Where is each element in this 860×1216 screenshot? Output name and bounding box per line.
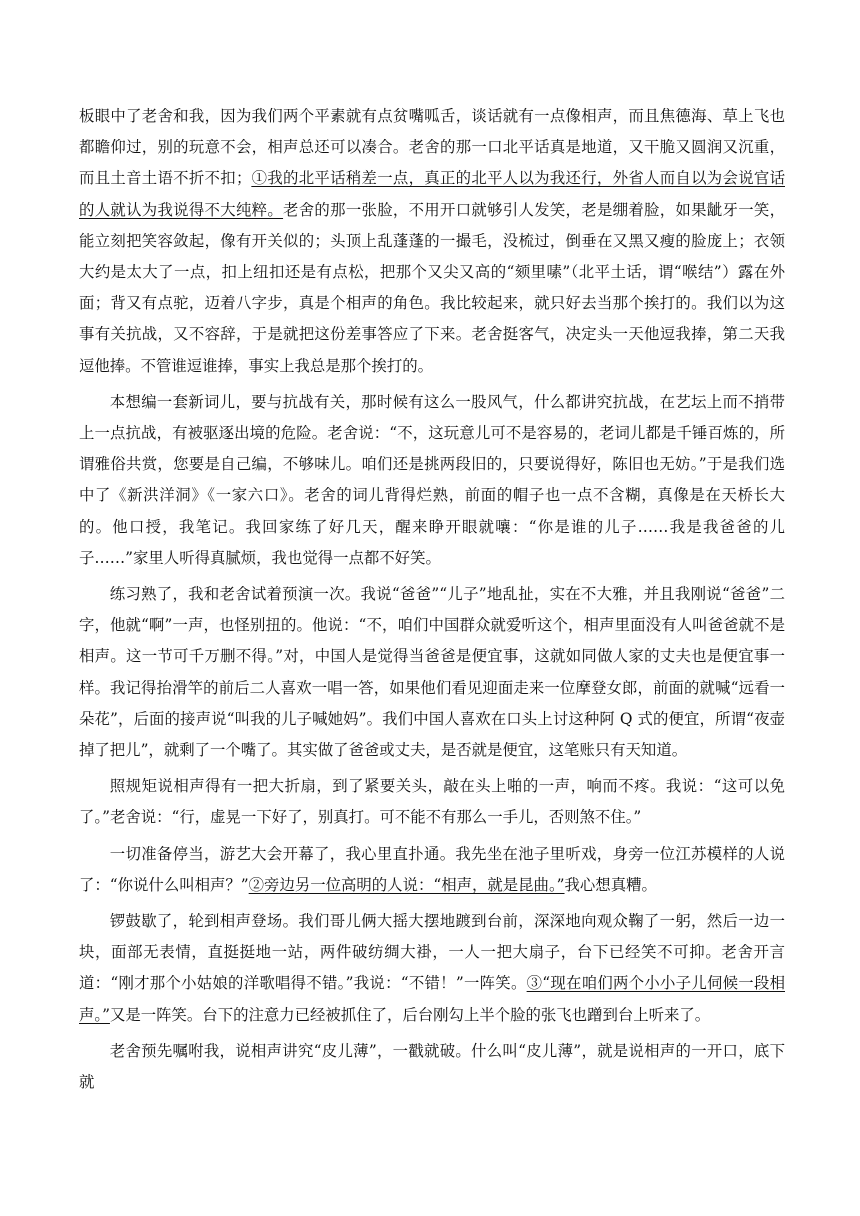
text-run: 老舍预先嘱咐我，说相声讲究“皮儿薄”，一戳就破。什么叫“皮儿薄”，就是说相声的一开口，底下就 [79,1041,785,1092]
underlined-sentence: ②旁边另一位高明的人说：“相声，就是昆曲。” [248,875,565,894]
text-run: 练习熟了，我和老舍试着预演一次。我说“爸爸”“儿子”地乱扯，实在不大雅，并且我刚说“爸爸”二字，他就“啊”一声，也怪别扭的。他说：“不，咱们中国群众就爱听这个，相声里面没有人叫爸爸就不是相声。这一节可千万删不得。”对，中国人是觉得当爸爸是便宜事，这就如同做人家的丈夫也是便宜事一样。我记得抬滑竿的前后二人喜欢一唱一答，如果他们看见迎面走来一位摩登女郎，前面的就喊“远看一朵花”，后面的接声说“叫我的儿子喊她妈”。我们中国人喜欢在口头上讨这种阿 Q 式的便宜，所谓“夜壶掉了把儿”，就剩了一个嘴了。其实做了爸爸或丈夫，是否就是便宜，这笔账只有天知道。 [79,585,785,760]
text-run: 本想编一套新词儿，要与抗战有关，那时候有这么一股风气，什么都讲究抗战，在艺坛上而不捎带上一点抗战，有被驱逐出境的危险。老舍说：“不，这玩意儿可不是容易的，老词儿都是千锤百炼的，所谓雅俗共赏，您要是自己编，不够味儿。咱们还是挑两段旧的，只要说得好，陈旧也无妨。”于是我们选中了《新洪洋洞》《一家六口》。老舍的词儿背得烂熟，前面的帽子也一点不含糊，真像是在天桥长大的。他口授，我笔记。我回家练了好几天，醒来睁开眼就嚷：“你是谁的儿子……我是我爸爸的儿子……”家里人听得真腻烦，我也觉得一点都不好笑。 [79,392,785,567]
paragraph [79,839,785,901]
paragraph [79,387,785,574]
text-run: 又是一阵笑。台下的注意力已经被抓住了，后台刚勾上半个脸的张飞也蹭到台上听来了。 [109,1005,711,1024]
paragraph [79,906,785,1031]
article-body [79,101,785,1098]
paragraph [79,771,785,833]
paragraph [79,579,785,766]
underlined-sentence: ③“现在咱们两个小小子儿伺候一段相声。” [79,974,785,1024]
text-run: 照规矩说相声得有一把大折扇，到了紧要关头，敲在头上啪的一声，响而不疼。我说：“这可以免了。”老舍说：“行，虚晃一下好了，别真打。可不能不有那么一手儿，否则煞不住。” [79,777,785,827]
paragraph [79,1036,785,1098]
text-run: 锣鼓歇了，轮到相声登场。我们哥儿俩大摇大摆地踱到台前，深深地向观众鞠了一躬，然后一边一块，面部无表情，直挺挺地一站，两件破纺绸大褂，一人一把大扇子，台下已经笑不可抑。老舍开言道：“刚才那个小姑娘的洋歌唱得不错。”我说：“不错！”一阵笑。 [79,912,785,993]
text-run: 板眼中了老舍和我，因为我们两个平素就有点贫嘴呱舌，谈话就有一点像相声，而且焦德海、草上飞也都瞻仰过，别的玩意不会，相声总还可以凑合。老舍的那一口北平话真是地道，又干脆又圆润又沉重，而且土音土语不折不扣； [79,107,785,188]
paragraph [79,101,785,382]
underlined-sentence: ①我的北平话稍差一点，真正的北平人以为我还行，外省人而自以为会说官话的人就认为我说得不大纯粹。 [79,169,785,219]
text-run: 我心想真糟。 [564,875,657,894]
text-run: 老舍的那一张脸，不用开口就够引人发笑，老是绷着脸，如果龇牙一笑，能立刻把笑容敛起，像有开关似的；头顶上乱蓬蓬的一撮毛，没梳过，倒垂在又黑又瘦的脸庞上；衣领大约是太大了一点，扣上纽扣还是有点松，把那个又尖又高的“颏里嗉”（北平土话，谓“喉结”）露在外面；背又有点驼，迈着八字步，真是个相声的角色。我比较起来，就只好去当那个挨打的。我们以为这事有关抗战，又不容辞，于是就把这份差事答应了下来。老舍挺客气，决定头一天他逗我捧，第二天我逗他捧。不管谁逗谁捧，事实上我总是那个挨打的。 [79,200,785,375]
text-run: 一切准备停当，游艺大会开幕了，我心里直扑通。我先坐在池子里听戏，身旁一位江苏模样的人说了：“你说什么叫相声？” [79,844,785,894]
